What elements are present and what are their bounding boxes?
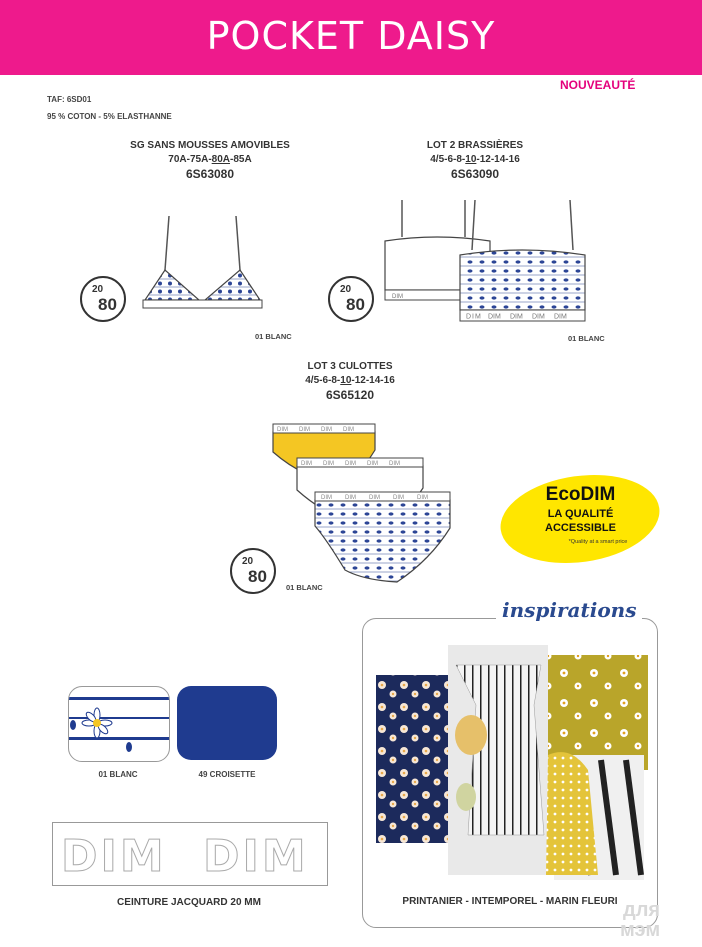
waistband-text: DIM bbox=[301, 461, 312, 467]
waistband-text: DIM bbox=[532, 313, 545, 321]
waistband-text: DIM bbox=[392, 294, 403, 300]
waistband-text: DIM bbox=[345, 461, 356, 467]
waistband-text: DIM bbox=[321, 427, 332, 433]
size-badge: 20 80 bbox=[328, 276, 374, 322]
ecodim-tagline: *Quality at a smart price bbox=[568, 539, 628, 545]
product-sizes: 4/5-6-8-10-12-14-16 bbox=[305, 375, 395, 386]
waistband-text: DIM bbox=[323, 461, 334, 467]
daisy-icon bbox=[82, 708, 112, 738]
inspiration-caption: PRINTANIER - INTEMPOREL - MARIN FLEURI bbox=[402, 896, 618, 907]
waistband-text: DIM bbox=[345, 495, 356, 501]
ecodim-line2: ACCESSIBLE bbox=[545, 522, 616, 534]
ecodim-brand: EcoDIM bbox=[545, 484, 616, 505]
product-culottes-label bbox=[270, 360, 430, 402]
triangle-bra-illustration bbox=[135, 208, 270, 323]
waistband-text: DIM bbox=[299, 427, 310, 433]
product-code: 6S63080 bbox=[185, 167, 235, 181]
waistband-text: DIM bbox=[466, 313, 482, 321]
ecodim-line1: LA QUALITÉ bbox=[547, 508, 614, 520]
composition: 95 % COTON - 5% ELASTHANNE bbox=[47, 112, 172, 121]
belt-caption: CEINTURE JACQUARD 20 MM bbox=[117, 897, 261, 908]
waistband-text: DIM bbox=[417, 495, 428, 501]
product-sizes: 70A-75A-80A-85A bbox=[168, 154, 252, 165]
product-name: LOT 3 CULOTTES bbox=[307, 361, 393, 372]
product-name: SG SANS MOUSSES AMOVIBLES bbox=[130, 140, 290, 151]
swatch-label: 01 BLANC bbox=[98, 770, 138, 779]
belt-jacquard bbox=[52, 822, 328, 886]
product-code: 6S63090 bbox=[450, 167, 500, 181]
watermark-line1: для bbox=[623, 899, 661, 921]
watermark-line2: мэм bbox=[620, 919, 661, 941]
straw-hat bbox=[455, 715, 487, 755]
product-bra-label bbox=[130, 139, 290, 181]
waistband-text: DIM bbox=[321, 495, 332, 501]
size-badge: 20 80 bbox=[230, 548, 276, 594]
waistband-text: DIM bbox=[488, 313, 501, 321]
waistband-text: DIM bbox=[393, 495, 404, 501]
belt-word: DIM bbox=[203, 831, 309, 882]
waistband-text: DIM bbox=[277, 427, 288, 433]
waistband-text: DIM bbox=[554, 313, 567, 321]
size-badge: 20 80 bbox=[80, 276, 126, 322]
inspiration-collage bbox=[376, 635, 648, 880]
daisy-stripe-print bbox=[69, 687, 169, 761]
waistband-text: DIM bbox=[369, 495, 380, 501]
product-sizes: 4/5-6-8-10-12-14-16 bbox=[430, 154, 520, 165]
taf-code: TAF: 6SD01 bbox=[47, 95, 92, 104]
color-note: 01 BLANC bbox=[568, 334, 605, 343]
color-note: 01 BLANC bbox=[255, 332, 292, 341]
culottes-illustration bbox=[265, 420, 460, 590]
waistband-text: DIM bbox=[510, 313, 523, 321]
product-code: 6S65120 bbox=[325, 388, 375, 402]
ecodim-badge bbox=[498, 472, 663, 567]
waistband-text: DIM bbox=[343, 427, 354, 433]
swatch-navy bbox=[177, 686, 277, 760]
product-brassieres-label bbox=[395, 139, 555, 181]
brassieres-illustration bbox=[380, 195, 595, 335]
swatch-label: 49 CROISETTE bbox=[198, 770, 256, 779]
navy-floral-fabric bbox=[376, 675, 458, 843]
color-note: 01 BLANC bbox=[286, 583, 323, 592]
waistband-text: DIM bbox=[367, 461, 378, 467]
belt-word: DIM bbox=[61, 831, 167, 882]
new-badge: NOUVEAUTÉ bbox=[560, 78, 636, 92]
swatch-white bbox=[68, 686, 170, 762]
product-name: LOT 2 BRASSIÈRES bbox=[426, 140, 524, 151]
waistband-text: DIM bbox=[389, 461, 400, 467]
watermark bbox=[620, 900, 660, 940]
page-title: POCKET DAISY bbox=[206, 14, 496, 58]
inspiration-title: inspirations bbox=[496, 598, 642, 622]
